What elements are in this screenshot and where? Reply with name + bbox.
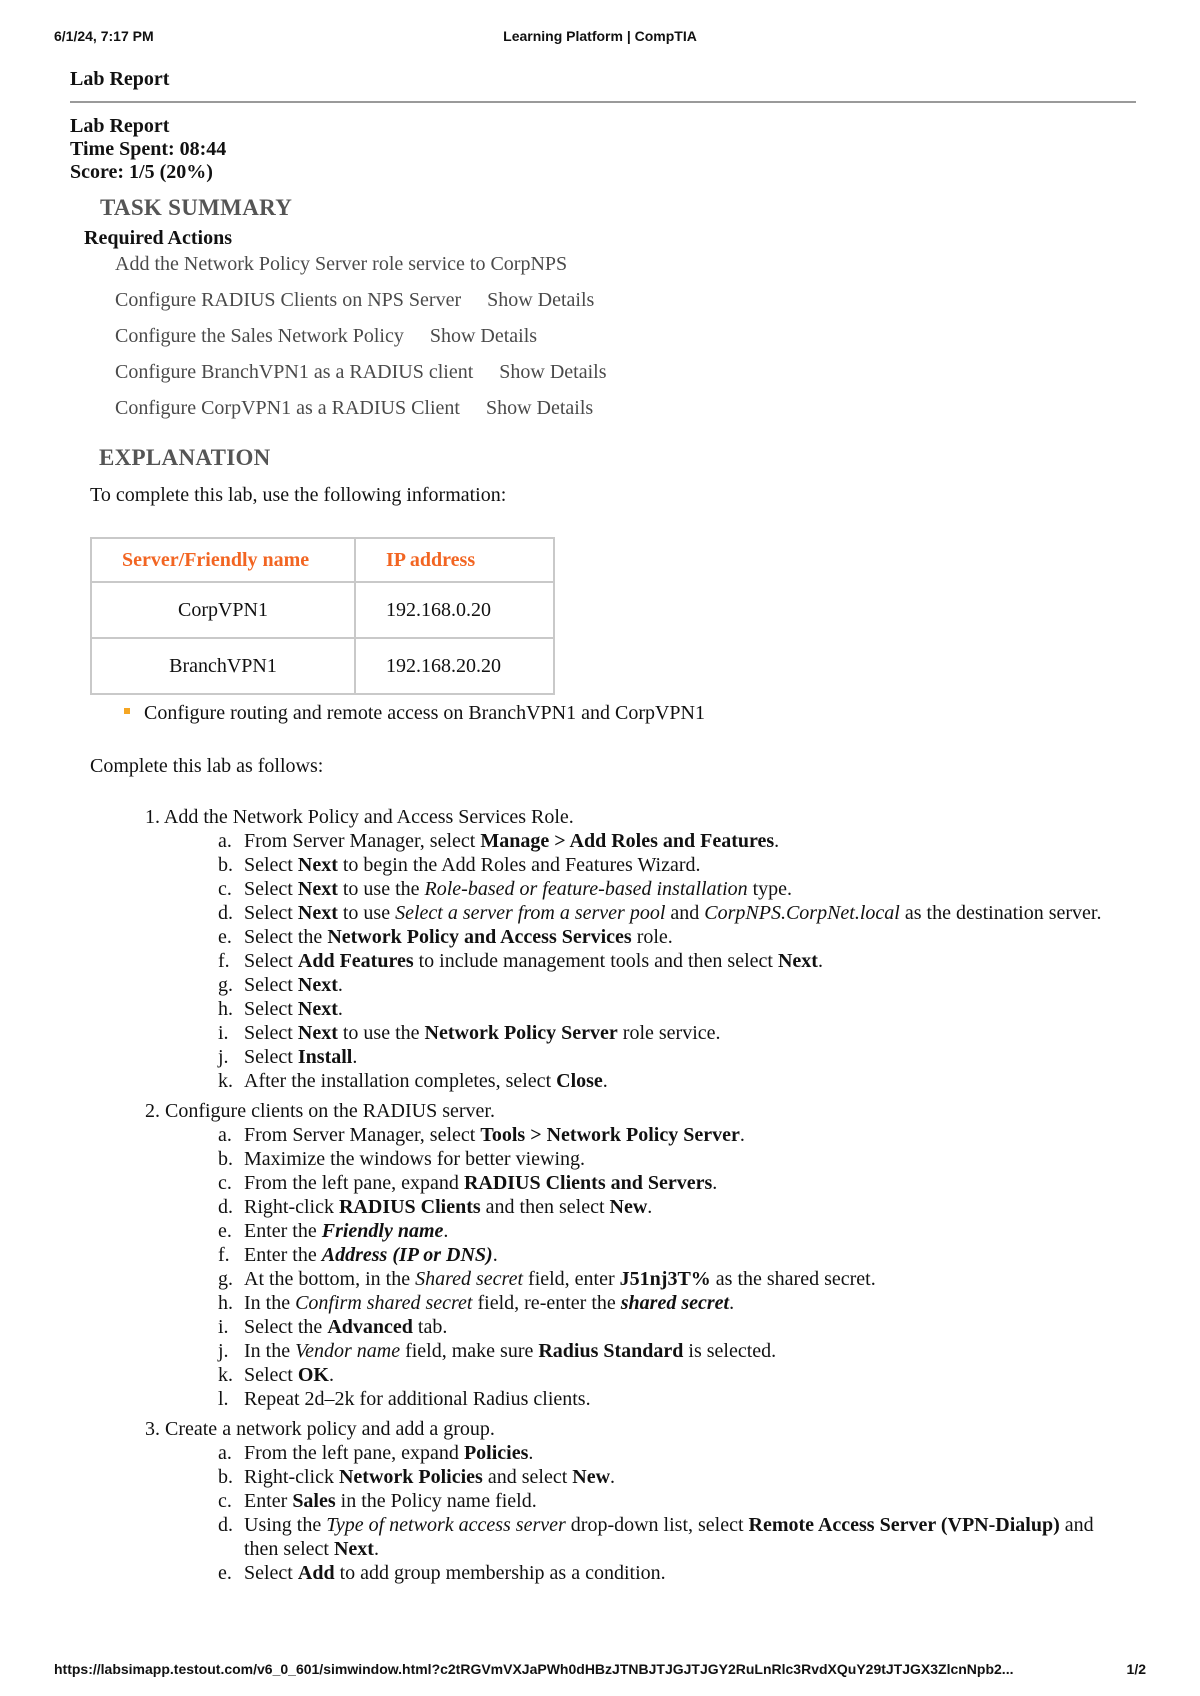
substep-letter: j. (218, 1340, 229, 1362)
substep-item (218, 973, 1105, 997)
score: Score: 1/5 (20%) (70, 161, 213, 183)
substep-bold-text: Tools > Network Policy Server (480, 1124, 740, 1146)
substep-text: Select (244, 1022, 298, 1044)
substep-text: Select the (244, 926, 328, 948)
report-meta (70, 115, 226, 184)
table-cell: 192.168.0.20 (355, 582, 554, 638)
substep-italic-text: Role-based or feature-based installation (424, 878, 748, 900)
print-timestamp: 6/1/24, 7:17 PM (54, 28, 154, 44)
substep-text: . (337, 974, 343, 996)
page-title: Lab Report (70, 68, 170, 90)
substep-item (218, 1045, 1105, 1069)
substep-letter: k. (218, 1070, 233, 1092)
substep-text: in the Policy name field. (335, 1490, 537, 1512)
substep-item (218, 1513, 1105, 1561)
table-row (91, 638, 554, 694)
substep-letter: k. (218, 1364, 233, 1386)
table-cell: BranchVPN1 (91, 638, 355, 694)
substep-text: type. (747, 878, 793, 900)
substep-text: . (352, 1046, 358, 1068)
step-item (145, 1100, 1105, 1411)
show-details-link[interactable]: Show Details (499, 361, 607, 383)
substep-text: . (647, 1196, 653, 1218)
substep-text: From Server Manager, select (244, 1124, 481, 1146)
substep-letter: i. (218, 1316, 229, 1338)
required-action-label: Configure RADIUS Clients on NPS Server (115, 289, 462, 311)
substep-bold-text: Install (297, 1046, 353, 1068)
substep-text: From the left pane, expand (244, 1172, 464, 1194)
substep-bold-text: RADIUS Clients (338, 1196, 481, 1218)
required-action-label: Configure the Sales Network Policy (115, 325, 404, 347)
substep-text: and then select (244, 1514, 1094, 1560)
substep-italic-text: Select a server from a server pool (395, 902, 666, 924)
substep-item (218, 901, 1105, 925)
substep-letter: d. (218, 902, 233, 924)
table-header-cell: Server/Friendly name (91, 538, 355, 582)
substep-item (218, 1387, 1105, 1411)
bullet-item (124, 702, 705, 725)
substep-text: In the (244, 1340, 296, 1362)
table-cell: CorpVPN1 (91, 582, 355, 638)
substep-italic-text: Type of network access server (326, 1514, 566, 1536)
substep-text: Select (244, 974, 298, 996)
substep-item (218, 1291, 1105, 1315)
substep-text: Select (244, 854, 298, 876)
required-action-item (115, 395, 607, 431)
explanation-heading: EXPLANATION (99, 445, 271, 470)
substep-text: is selected. (683, 1340, 777, 1362)
step-item (145, 806, 1105, 1093)
print-header (54, 28, 1146, 48)
substep-text: . (729, 1292, 735, 1314)
substep-letter: h. (218, 998, 233, 1020)
substep-letter: b. (218, 1466, 233, 1488)
substep-text: Select (244, 1364, 298, 1386)
substep-text: and select (482, 1466, 573, 1488)
substep-text: and then select (480, 1196, 610, 1218)
substep-letter: d. (218, 1196, 233, 1218)
substep-item (218, 1561, 1105, 1585)
substep-text: Select the (244, 1316, 328, 1338)
substep-text: field, make sure (400, 1340, 539, 1362)
required-action-item (115, 251, 607, 287)
substep-bold-text: Add Features (297, 950, 414, 972)
substep-bold-text: Advanced (327, 1316, 413, 1338)
substep-text: Using the (244, 1514, 327, 1536)
print-url: https://labsimapp.testout.com/v6_0_601/simwindow.html?c2tRGVmVXJaPWh0dHBzJTNBJTJGJTJGY2RuLnRlc3RvdXQuY29tJTJGX3ZlcnNpb2... (54, 1661, 1014, 1677)
substep-bold-text: Next (297, 974, 338, 996)
substep-list (145, 829, 1105, 1093)
complete-instructions: Complete this lab as follows: (90, 755, 324, 777)
substep-bold-italic-text: Friendly name (321, 1220, 444, 1242)
substep-letter: a. (218, 830, 232, 852)
substep-item (218, 1465, 1105, 1489)
substep-text: Select (244, 950, 298, 972)
explanation-intro: To complete this lab, use the following information: (90, 484, 507, 506)
substep-text: Select (244, 1562, 298, 1584)
substep-text: field, enter (523, 1268, 620, 1290)
required-action-item (115, 287, 607, 323)
table-header-cell: IP address (355, 538, 554, 582)
bullet-text: Configure routing and remote access on BranchVPN1 and CorpVPN1 (144, 702, 705, 724)
substep-letter: c. (218, 1172, 232, 1194)
substep-text: Maximize the windows for better viewing. (244, 1148, 586, 1170)
bullet-icon (124, 708, 130, 714)
substep-bold-text: Next (297, 854, 338, 876)
substep-item (218, 1021, 1105, 1045)
steps-list (145, 806, 1105, 1592)
table-cell: 192.168.20.20 (355, 638, 554, 694)
required-action-item (115, 323, 607, 359)
substep-text: . (602, 1070, 608, 1092)
substep-letter: a. (218, 1124, 232, 1146)
substep-letter: c. (218, 878, 232, 900)
show-details-link[interactable]: Show Details (487, 289, 595, 311)
substep-text: . (492, 1244, 498, 1266)
substep-text: . (373, 1538, 379, 1560)
substep-bold-text: Policies (463, 1442, 529, 1464)
print-page-title: Learning Platform | CompTIA (503, 28, 697, 44)
substep-text: Select (244, 878, 298, 900)
substep-letter: a. (218, 1442, 232, 1464)
show-details-link[interactable]: Show Details (429, 325, 538, 347)
substep-bold-italic-text: Address (IP or DNS) (321, 1244, 493, 1266)
substep-item (218, 997, 1105, 1021)
substep-bold-text: New (572, 1466, 611, 1488)
substep-text: Select (244, 998, 298, 1020)
substep-text: . (739, 1124, 745, 1146)
substep-bold-text: OK (297, 1364, 329, 1386)
substep-text: . (528, 1442, 534, 1464)
substep-text: Right-click (244, 1466, 339, 1488)
substep-text: to use the (337, 878, 425, 900)
substep-text: as the shared secret. (710, 1268, 876, 1290)
substep-letter: f. (218, 1244, 230, 1266)
substep-item (218, 1069, 1105, 1093)
substep-item (218, 1171, 1105, 1195)
substep-text: Repeat 2d–2k for additional Radius clients. (244, 1388, 591, 1410)
substep-text: In the (244, 1292, 296, 1314)
time-spent: Time Spent: 08:44 (70, 138, 227, 160)
substep-letter: e. (218, 1562, 232, 1584)
substep-item (218, 829, 1105, 853)
step-item (145, 1418, 1105, 1585)
substep-bold-text: Next (777, 950, 818, 972)
required-action-item (115, 359, 607, 395)
required-action-label: Configure CorpVPN1 as a RADIUS Client (115, 397, 460, 419)
substep-italic-text: Vendor name (295, 1340, 401, 1362)
substep-item (218, 1363, 1105, 1387)
substep-text: role service. (617, 1022, 721, 1044)
substep-item (218, 1489, 1105, 1513)
substep-text: From the left pane, expand (244, 1442, 464, 1464)
substep-letter: c. (218, 1490, 232, 1512)
substep-text: . (610, 1466, 616, 1488)
header-divider (70, 101, 1136, 103)
substep-list (145, 1123, 1105, 1411)
substep-bold-text: Next (333, 1538, 374, 1560)
substep-bold-text: Network Policy and Access Services (327, 926, 632, 948)
substep-bold-text: Network Policies (338, 1466, 483, 1488)
substep-item (218, 1339, 1105, 1363)
substep-text: Select (244, 1046, 298, 1068)
substep-text: role. (631, 926, 673, 948)
substep-text: . (774, 830, 780, 852)
substep-item (218, 925, 1105, 949)
substep-item (218, 1219, 1105, 1243)
print-footer (54, 1661, 1146, 1681)
substep-letter: d. (218, 1514, 233, 1536)
substep-text: and (665, 902, 705, 924)
substep-text: Right-click (244, 1196, 339, 1218)
substep-bold-text: Close (556, 1070, 603, 1092)
substep-item (218, 853, 1105, 877)
substep-item (218, 1315, 1105, 1339)
table-row (91, 582, 554, 638)
substep-text: . (443, 1220, 449, 1242)
substep-bold-text: Next (297, 1022, 338, 1044)
substep-letter: g. (218, 1268, 233, 1290)
task-summary-heading: TASK SUMMARY (100, 195, 293, 220)
substep-letter: e. (218, 1220, 232, 1242)
substep-text: After the installation completes, select (244, 1070, 557, 1092)
page-number: 1/2 (1126, 1661, 1146, 1677)
substep-text: drop-down list, select (565, 1514, 749, 1536)
substep-letter: b. (218, 1148, 233, 1170)
substep-item (218, 1243, 1105, 1267)
required-actions-list (115, 251, 607, 431)
substep-text: Select (244, 902, 298, 924)
substep-letter: i. (218, 1022, 229, 1044)
substep-letter: g. (218, 974, 233, 996)
substep-text: From Server Manager, select (244, 830, 481, 852)
substep-bold-text: J51nj3T% (619, 1268, 711, 1290)
substep-text: to begin the Add Roles and Features Wizard. (337, 854, 701, 876)
substep-bold-italic-text: shared secret (620, 1292, 730, 1314)
substep-item (218, 1267, 1105, 1291)
substep-letter: b. (218, 854, 233, 876)
substep-italic-text: Confirm shared secret (295, 1292, 473, 1314)
substep-item (218, 1123, 1105, 1147)
substep-bold-text: Remote Access Server (VPN-Dialup) (748, 1514, 1060, 1536)
substep-text: . (712, 1172, 718, 1194)
substep-item (218, 1441, 1105, 1465)
step-title: 3. Create a network policy and add a group. (145, 1418, 495, 1440)
substep-text: . (329, 1364, 334, 1386)
substep-bold-text: Sales (292, 1490, 336, 1512)
required-actions-heading: Required Actions (84, 227, 232, 249)
substep-letter: j. (218, 1046, 229, 1068)
substep-letter: e. (218, 926, 232, 948)
substep-bold-text: Add (297, 1562, 335, 1584)
substep-text: Enter the (244, 1244, 322, 1266)
substep-item (218, 877, 1105, 901)
substep-bold-text: Next (297, 998, 338, 1020)
substep-text: . (817, 950, 823, 972)
substep-text: to add group membership as a condition. (334, 1562, 666, 1584)
substep-italic-text: Shared secret (415, 1268, 524, 1290)
table-header-row (91, 538, 554, 582)
substep-text: tab. (412, 1316, 448, 1338)
server-info-table (90, 537, 555, 695)
step-title: 1. Add the Network Policy and Access Services Role. (145, 806, 574, 828)
substep-item (218, 1147, 1105, 1171)
substep-text: Enter (244, 1490, 293, 1512)
substep-bold-text: New (609, 1196, 648, 1218)
substep-letter: h. (218, 1292, 233, 1314)
substep-text: Enter the (244, 1220, 322, 1242)
substep-bold-text: Next (297, 902, 338, 924)
substep-text: At the bottom, in the (244, 1268, 416, 1290)
step-title: 2. Configure clients on the RADIUS server. (145, 1100, 495, 1122)
substep-text: as the destination server. (899, 902, 1102, 924)
substep-italic-text: CorpNPS.CorpNet.local (704, 902, 900, 924)
substep-bold-text: Radius Standard (538, 1340, 684, 1362)
report-title: Lab Report (70, 115, 170, 137)
substep-list (145, 1441, 1105, 1585)
substep-letter: f. (218, 950, 230, 972)
substep-bold-text: Manage > Add Roles and Features (480, 830, 775, 852)
substep-text: to use the (337, 1022, 425, 1044)
substep-bold-text: RADIUS Clients and Servers (463, 1172, 713, 1194)
substep-item (218, 949, 1105, 973)
substep-text: to use (337, 902, 396, 924)
substep-text: field, re-enter the (472, 1292, 621, 1314)
substep-bold-text: Network Policy Server (424, 1022, 618, 1044)
substep-text: to include management tools and then select (413, 950, 778, 972)
substep-item (218, 1195, 1105, 1219)
required-action-label: Configure BranchVPN1 as a RADIUS client (115, 361, 474, 383)
show-details-link[interactable]: Show Details (485, 397, 594, 419)
substep-text: . (337, 998, 343, 1020)
required-action-label: Add the Network Policy Server role service to CorpNPS (115, 253, 568, 275)
substep-bold-text: Next (297, 878, 338, 900)
substep-letter: l. (218, 1388, 229, 1410)
